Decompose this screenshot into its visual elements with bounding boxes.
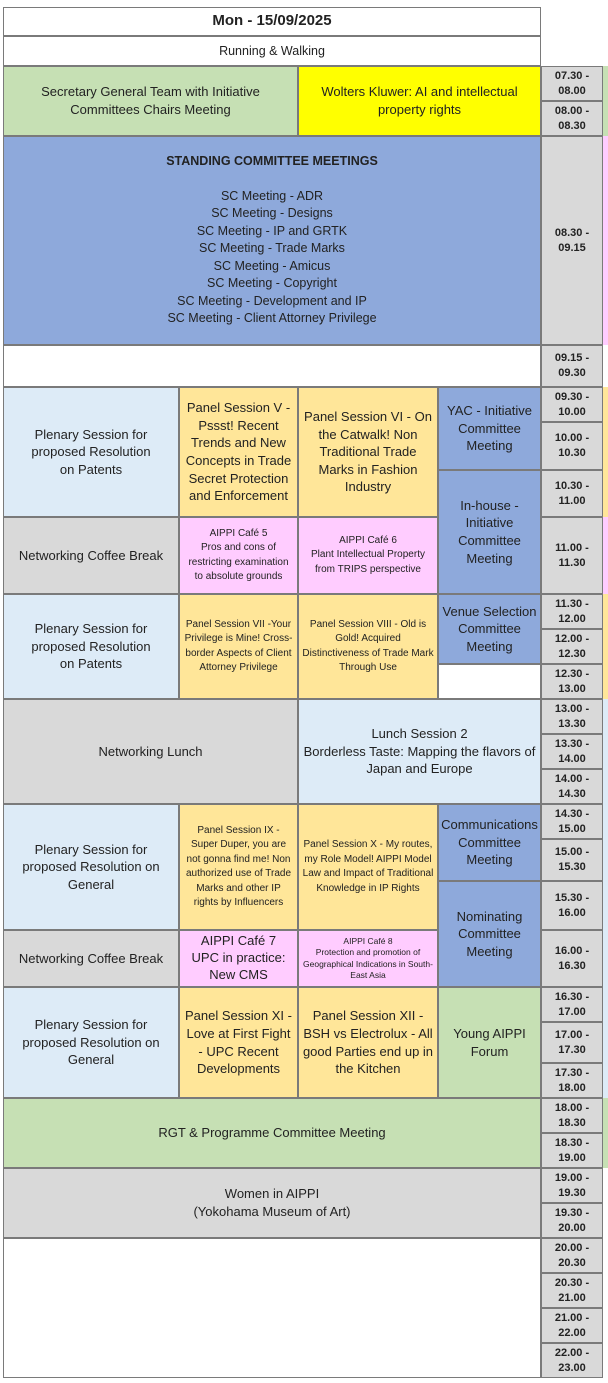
networking-coffee-break: Networking Coffee Break [3, 517, 179, 594]
time-slot: 21.00 - 22.00 [541, 1308, 603, 1343]
sc-item: SC Meeting - Client Attorney Privilege [167, 311, 377, 326]
plenary-session-patents: Plenary Session for proposed Resolution on Patents [3, 594, 179, 699]
panel-session-ix: Panel Session IX - Super Duper, you are not gonna find me! Non authorized use of Trade Marks and other IP rights by Influencers [179, 804, 298, 930]
time-slot: 19.00 - 19.30 [541, 1168, 603, 1203]
empty-slot [3, 345, 541, 387]
time-slot: 10.00 - 10.30 [541, 422, 603, 470]
young-aippi-forum: Young AIPPI Forum [438, 987, 541, 1098]
edge-cell [603, 594, 608, 699]
rgt-programme-committee: RGT & Programme Committee Meeting [3, 1098, 541, 1168]
sg-team-meeting: Secretary General Team with Initiative Committees Chairs Meeting [3, 66, 298, 136]
time-slot: 17.30 - 18.00 [541, 1063, 603, 1098]
date-header: Mon - 15/09/2025 [3, 7, 541, 36]
empty-slot [438, 664, 541, 699]
edge-cell [603, 804, 608, 987]
panel-session-xi: Panel Session XI - Love at First Fight - UPC Recent Developments [179, 987, 298, 1098]
panel-session-vii: Panel Session VII -Your Privilege is Mine! Cross-border Aspects of Client Attorney Privilege [179, 594, 298, 699]
time-slot: 18.30 - 19.00 [541, 1133, 603, 1168]
time-slot: 13.00 - 13.30 [541, 699, 603, 734]
time-slot: 20.30 - 21.00 [541, 1273, 603, 1308]
time-slot: 09.15 - 09.30 [541, 345, 603, 387]
time-slot: 15.30 - 16.00 [541, 881, 603, 930]
women-in-aippi: Women in AIPPI (Yokohama Museum of Art) [3, 1168, 541, 1238]
time-slot: 15.00 - 15.30 [541, 839, 603, 881]
time-slot: 09.30 - 10.00 [541, 387, 603, 422]
yac-committee-meeting: YAC - Initiative Committee Meeting [438, 387, 541, 470]
edge-cell [603, 1168, 608, 1378]
aippi-cafe-5: AIPPI Café 5 Pros and cons of restricting examination to absolute grounds [179, 517, 298, 594]
time-slot: 16.30 - 17.00 [541, 987, 603, 1022]
sc-item: SC Meeting - Copyright [207, 276, 337, 291]
sc-item: SC Meeting - Designs [211, 206, 333, 221]
panel-session-x: Panel Session X - My routes, my Role Model! AIPPI Model Law and Impact of Traditional Knowledge in IP Rights [298, 804, 438, 930]
sc-item: SC Meeting - Amicus [213, 258, 331, 273]
edge-cell [603, 699, 608, 804]
time-slot: 12.30 - 13.00 [541, 664, 603, 699]
time-slot: 20.00 - 20.30 [541, 1238, 603, 1273]
empty-slot [3, 1238, 541, 1378]
time-slot: 11.00 - 11.30 [541, 517, 603, 594]
time-slot: 19.30 - 20.00 [541, 1203, 603, 1238]
wolters-kluwer-session: Wolters Kluwer: AI and intellectual property rights [298, 66, 541, 136]
panel-session-xii: Panel Session XII - BSH vs Electrolux - All good Parties end up in the Kitchen [298, 987, 438, 1098]
plenary-session-general: Plenary Session for proposed Resolution on General [3, 804, 179, 930]
edge-cell [603, 136, 608, 345]
standing-committee-meetings [3, 136, 541, 345]
time-slot: 10.30 - 11.00 [541, 470, 603, 517]
time-slot: 16.00 - 16.30 [541, 930, 603, 987]
communications-committee: Communications Committee Meeting [438, 804, 541, 881]
time-slot: 12.00 - 12.30 [541, 629, 603, 664]
time-slot: 08.00 - 08.30 [541, 101, 603, 136]
sc-item: SC Meeting - IP and GRTK [196, 223, 348, 238]
aippi-cafe-7: AIPPI Café 7 UPC in practice: New CMS [179, 930, 298, 987]
networking-coffee-break: Networking Coffee Break [3, 930, 179, 987]
sc-title: STANDING COMMITTEE MEETINGS [166, 154, 378, 169]
inhouse-committee-meeting: In-house - Initiative Committee Meeting [438, 470, 541, 594]
edge-cell [603, 987, 608, 1098]
plenary-session-general: Plenary Session for proposed Resolution on General [3, 987, 179, 1098]
time-slot: 17.00 - 17.30 [541, 1022, 603, 1063]
edge-cell [603, 517, 608, 594]
sc-item: SC Meeting - Development and IP [177, 293, 367, 308]
edge-cell [603, 387, 608, 517]
time-slot: 11.30 - 12.00 [541, 594, 603, 629]
sc-item: SC Meeting - ADR [220, 188, 324, 203]
time-slot: 14.00 - 14.30 [541, 769, 603, 804]
aippi-cafe-8: AIPPI Café 8 Protection and promotion of Geographical Indications in South-East Asia [298, 930, 438, 987]
time-slot: 13.30 - 14.00 [541, 734, 603, 769]
edge-cell [603, 66, 608, 136]
edge-cell [603, 1098, 608, 1168]
running-walking-row: Running & Walking [3, 36, 541, 66]
networking-lunch: Networking Lunch [3, 699, 298, 804]
sc-item: SC Meeting - Trade Marks [199, 241, 345, 256]
panel-session-viii: Panel Session VIII - Old is Gold! Acquired Distinctiveness of Trade Mark Through Use [298, 594, 438, 699]
lunch-session-2: Lunch Session 2 Borderless Taste: Mapping the flavors of Japan and Europe [298, 699, 541, 804]
nominating-committee: Nominating Committee Meeting [438, 881, 541, 987]
edge-cell [603, 345, 608, 387]
time-slot: 18.00 - 18.30 [541, 1098, 603, 1133]
aippi-cafe-6: AIPPI Café 6 Plant Intellectual Property from TRIPS perspective [298, 517, 438, 594]
panel-session-v: Panel Session V - Pssst! Recent Trends and New Concepts in Trade Secret Protection and Enforcement [179, 387, 298, 517]
plenary-session-patents: Plenary Session for proposed Resolution on Patents [3, 387, 179, 517]
venue-selection-committee: Venue Selection Committee Meeting [438, 594, 541, 664]
time-slot: 22.00 - 23.00 [541, 1343, 603, 1378]
time-slot: 08.30 - 09.15 [541, 136, 603, 345]
panel-session-vi: Panel Session VI - On the Catwalk! Non Traditional Trade Marks in Fashion Industry [298, 387, 438, 517]
time-slot: 14.30 - 15.00 [541, 804, 603, 839]
time-slot: 07.30 - 08.00 [541, 66, 603, 101]
